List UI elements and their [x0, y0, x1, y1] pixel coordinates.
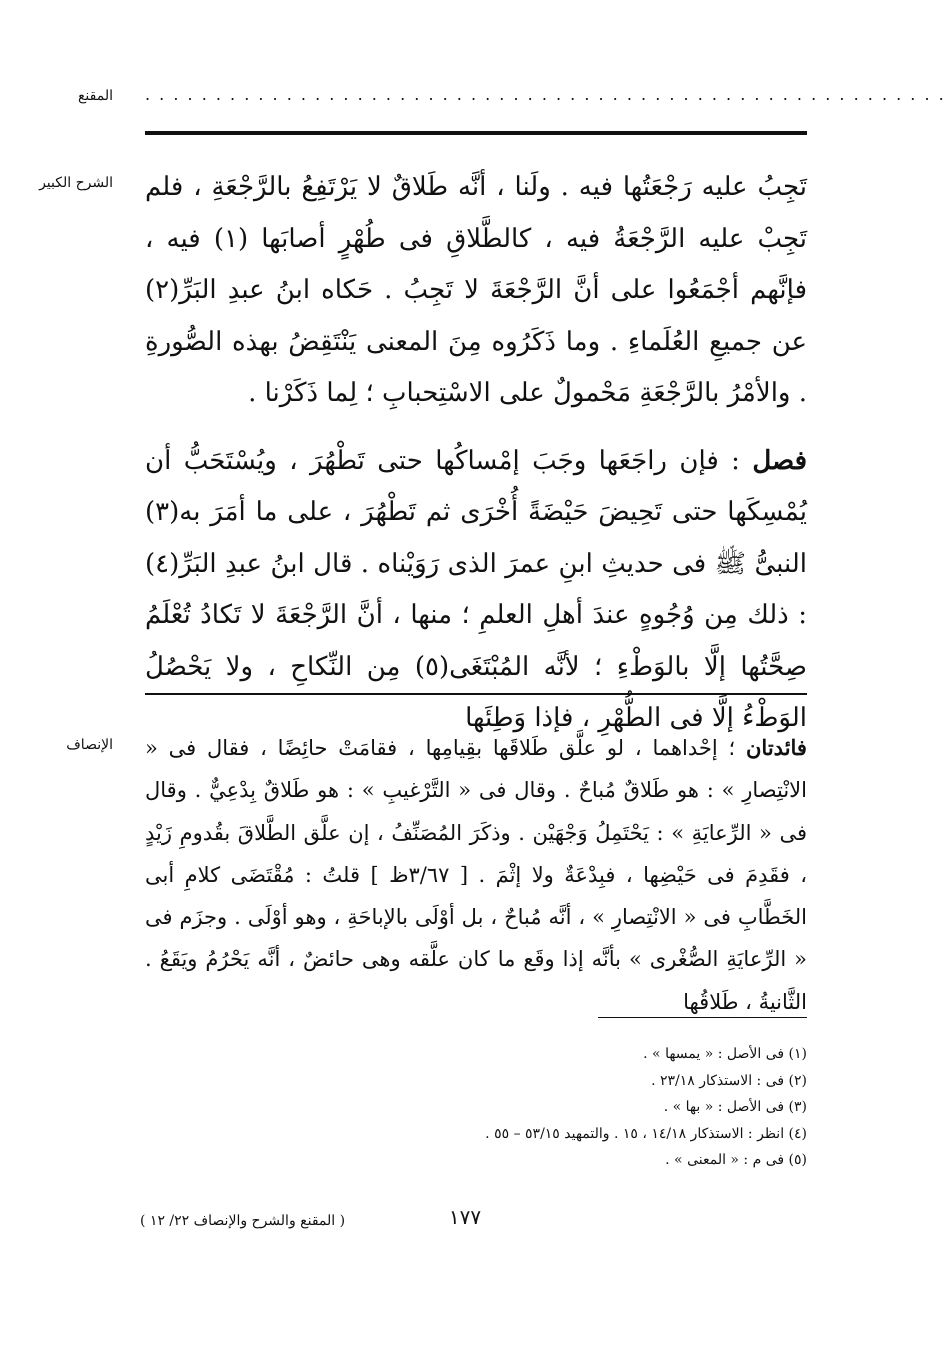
- footnote-item: (٣) فى الأصل : « بها » .: [663, 1099, 807, 1115]
- page-number: ١٧٧: [448, 1205, 482, 1229]
- footnote-item: (١) فى الأصل : « يمسها » .: [643, 1046, 807, 1062]
- footnote-list: [145, 1041, 807, 1174]
- footnote-item: (٢) فى : الاستذكار ٢٣/١٨ .: [651, 1072, 807, 1089]
- insaf-text: [145, 727, 807, 1023]
- footnote-item: (٥) فى م : « المعنى » .: [665, 1152, 807, 1168]
- sharh-paragraph-2: [145, 436, 807, 745]
- header-rule: [145, 131, 807, 135]
- fasl-keyword: فصل: [752, 445, 808, 476]
- header-title: المقنع: [77, 88, 113, 104]
- insaf-paragraph: ؛ إحْداهما ، لو علَّق طَلاقَها بقِيامِها ، فقامَتْ حائِضًا ، فقال فى « الانْتِصارِ » : هو طَلاقٌ مُباحٌ . وقال فى « التَّرْغيبِ » : هو طَلاقٌ بِدْعِيٌّ . وقال فى « الرِّعايَةِ » : يَحْتَمِلُ وَجْهَيْن . وذكَرَ المُصَنِّفُ ، إن علَّق الطَّلاقَ بقُدومِ زَيْدٍ ، فقَدِمَ فى حَيْضِها ، فبِدْعَةٌ ولا إثْمَ . [ ٣/٦٧ظ ] قلتُ : مُقْتَضَى كلامِ أبى الخَطَّابِ فى « الانْتِصارِ » ، أنَّه مُباحٌ ، بل أوْلَى بالإباحَةِ ، وهو أوْلَى . وجزَم فى « الرِّعايَةِ الصُّغْرى » بأنَّه إذا وقَع ما كان علَّقه وهى حائضٌ ، أنَّه يَحْرُمُ ويَقَعُ . الثَّانيةُ ، طَلاقُها: [145, 736, 807, 1014]
- fasl-text: : فإن راجَعَها وجَبَ إمْساكُها حتى تَطْهُرَ ، ويُسْتَحَبُّ أن يُمْسِكَها حتى تَحِيضَ حَيْضَةً أُخْرَى ثم تَطْهُرَ ، على ما أمَرَ به(٣) النبىُّ ﷺ فى حديثِ ابنِ عمرَ الذى رَوَيْناه . قال ابنُ عبدِ البَرِّ(٤) : ذلك مِن وُجُوهٍ عندَ أهلِ العلمِ ؛ منها ، أنَّ الرَّجْعَةَ لا تَكادُ تُعْلَمُ صِحَّتُها إلَّا بالوَطْءِ ؛ لأنَّه المُبْتَغَى(٥) مِن النِّكاحِ ، ولا يَحْصُلُ الوَطْءُ إلَّا فى الطُّهْرِ ، فإذا وَطِئَها: [145, 445, 807, 733]
- footnote-item: (٤) انظر : الاستذكار ١٤/١٨ ، ١٥ . والتمهيد ٥٣/١٥ – ٥٥ .: [485, 1125, 807, 1142]
- footnote-rule: [598, 1017, 807, 1018]
- sharh-paragraph-1: تَجِبُ عليه رَجْعَتُها فيه . ولَنا ، أنَّه طَلاقٌ لا يَرْتَفِعُ بالرَّجْعَةِ ، فلم تَجِبْ عليه الرَّجْعَةُ فيه ، كالطَّلاقِ فى طُهْرٍ أصابَها (١) فيه ، فإنَّهم أجْمَعُوا على أنَّ الرَّجْعَةَ لا تَجِبُ . حَكاه ابنُ عبدِ البَرِّ(٢) عن جميعِ العُلَماءِ . وما ذَكَرُوه مِنَ المعنى يَنْتَقِضُ بهذه الصُّورةِ . والأمْرُ بالرَّجْعَةِ مَحْمولٌ على الاسْتِحبابِ ؛ لِما ذَكَرْنا .: [145, 172, 808, 408]
- volume-signature: ( المقنع والشرح والإنصاف ٢٢/ ١٢ ): [140, 1213, 346, 1229]
- insaf-label: الإنصاف: [66, 737, 113, 753]
- section-divider: [145, 693, 807, 695]
- insaf-keyword: فائدتان: [746, 735, 807, 760]
- sharh-text: [145, 162, 807, 745]
- header-dotted-line: . . . . . . . . . . . . . . . . . . . . . . . . . . . . . . . . . . . . . . . . . . . . . . . . . . . . . . . . .: [145, 85, 946, 104]
- sharh-label: الشرح الكبير: [39, 175, 113, 191]
